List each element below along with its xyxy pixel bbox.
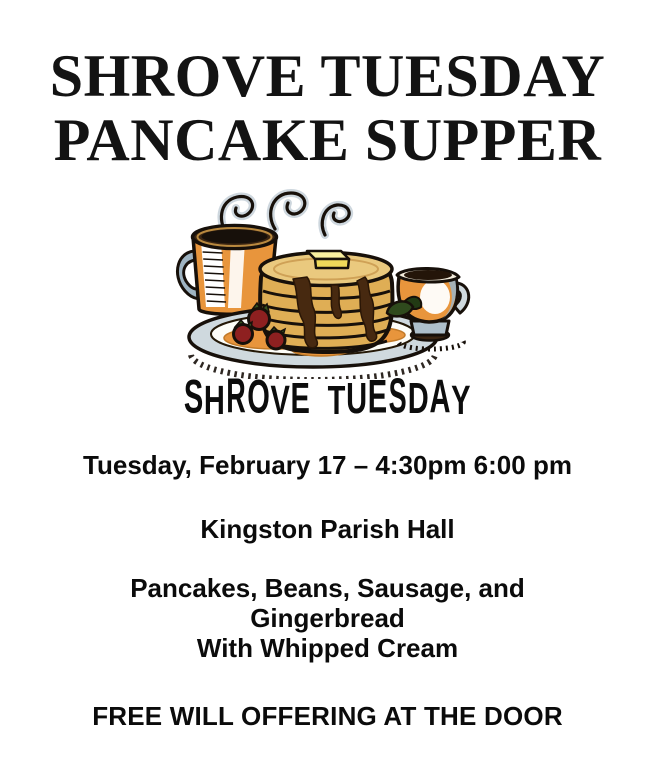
title-line-2: PANCAKE SUPPER [53, 107, 602, 173]
event-venue: Kingston Parish Hall [200, 514, 455, 544]
event-menu [0, 573, 655, 663]
pancake-breakfast-clipart [173, 189, 483, 379]
event-datetime: Tuesday, February 17 – 4:30pm 6:00 pm [83, 450, 572, 480]
menu-line-1: Pancakes, Beans, Sausage, and [130, 573, 525, 603]
menu-line-2: Gingerbread [250, 603, 405, 633]
menu-line-3: With Whipped Cream [196, 633, 459, 663]
page-title [0, 44, 655, 172]
title-line-1: SHROVE TUESDAY [49, 43, 606, 109]
pancake-breakfast-illustration [0, 189, 655, 424]
illustration-caption: SHROVE TUESDAY [183, 368, 472, 424]
offering-note: FREE WILL OFFERING AT THE DOOR [92, 701, 563, 731]
